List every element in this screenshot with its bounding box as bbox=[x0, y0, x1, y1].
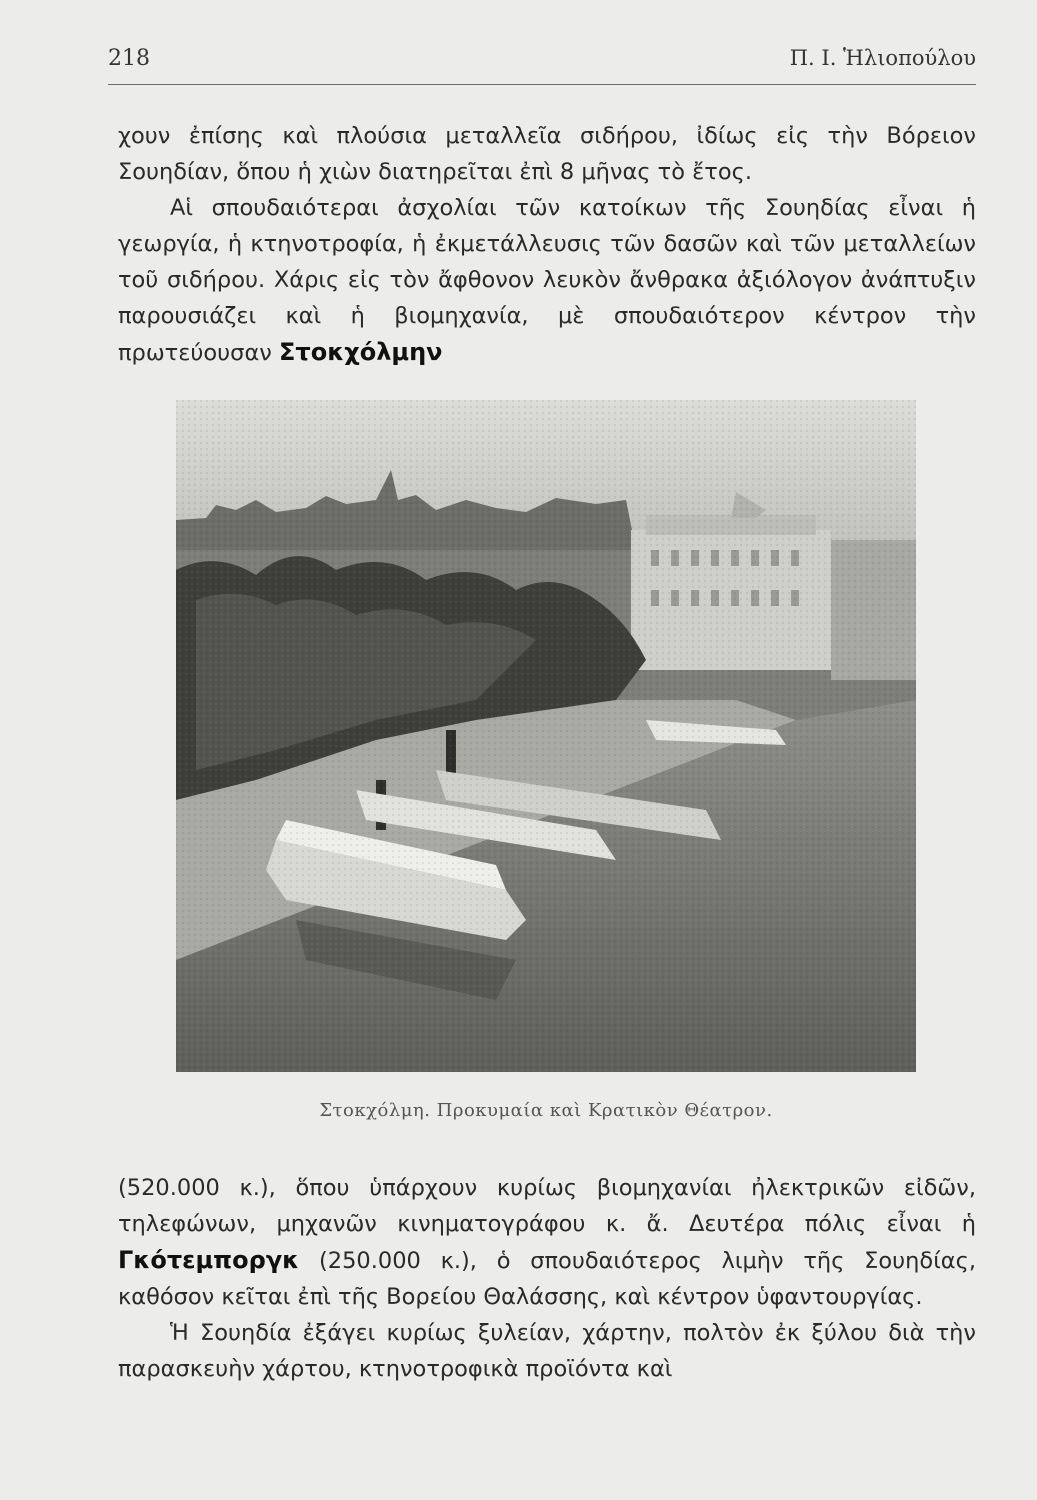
paragraph-text: (520.000 κ.), ὅπου ὑπάρχουν κυρίως βιομηχανίαι ἠλεκτρικῶν εἰδῶν, τηλεφώνων, μηχανῶν κινηματογράφου κ. ἄ. Δευτέρα πόλις εἶναι ἡ bbox=[118, 1175, 976, 1237]
page-number: 218 bbox=[108, 46, 150, 71]
paragraph: Ἡ Σουηδία ἐξάγει κυρίως ξυλείαν, χάρτην, πολτὸν ἐκ ξύλου διὰ τὴν παρασκευὴν χάρτου, κτηνοτροφικὰ προϊόντα καὶ bbox=[118, 1320, 976, 1382]
text-block-bottom bbox=[118, 1170, 976, 1387]
bold-term-goteborg: Γκότεμποργκ bbox=[118, 1246, 300, 1274]
paragraph bbox=[118, 190, 976, 371]
text-block-top bbox=[118, 118, 976, 371]
paragraph-text: Αἱ σπουδαιότεραι ἀσχολίαι τῶν κατοίκων τῆς Σουηδίας εἶναι ἡ γεωργία, ἡ κτηνοτροφία, ἡ ἐκμετάλλευσις τῶν δασῶν καὶ τῶν μεταλλείων τοῦ σιδήρου. Χάρις εἰς τὸν ἄφθονον λευκὸν ἄνθρακα ἀξιόλογον ἀνάπτυξιν παρουσιάζει καὶ ἡ βιομηχανία, μὲ σπουδαιότερον κέντρον τὴν πρωτεύουσαν bbox=[118, 195, 976, 366]
paragraph-text: (250.000 κ.), ὁ σπουδαιότερος λιμὴν τῆς Σουηδίας, καθόσον κεῖται ἐπὶ τῆς Βορείου Θαλάσσης, καὶ κέντρον ὑφαντουργίας. bbox=[118, 1248, 976, 1310]
paragraph: χουν ἐπίσης καὶ πλούσια μεταλλεῖα σιδήρου, ἰδίως εἰς τὴν Βόρειον Σουηδίαν, ὅπου ἡ χιὼν διατηρεῖται ἐπὶ 8 μῆνας τὸ ἔτος. bbox=[118, 123, 976, 185]
harbor-photo-icon bbox=[176, 400, 916, 1072]
paragraph bbox=[118, 1170, 976, 1315]
running-head: Π. Ι. Ἡλιοπούλου bbox=[789, 46, 976, 70]
page-header bbox=[108, 44, 976, 85]
photo-caption: Στοκχόλμη. Προκυμαία καὶ Κρατικὸν Θέατρον. bbox=[319, 1100, 773, 1121]
bold-term-stockholm: Στοκχόλμην bbox=[279, 338, 443, 366]
harbor-photo-drawing bbox=[176, 400, 916, 1072]
